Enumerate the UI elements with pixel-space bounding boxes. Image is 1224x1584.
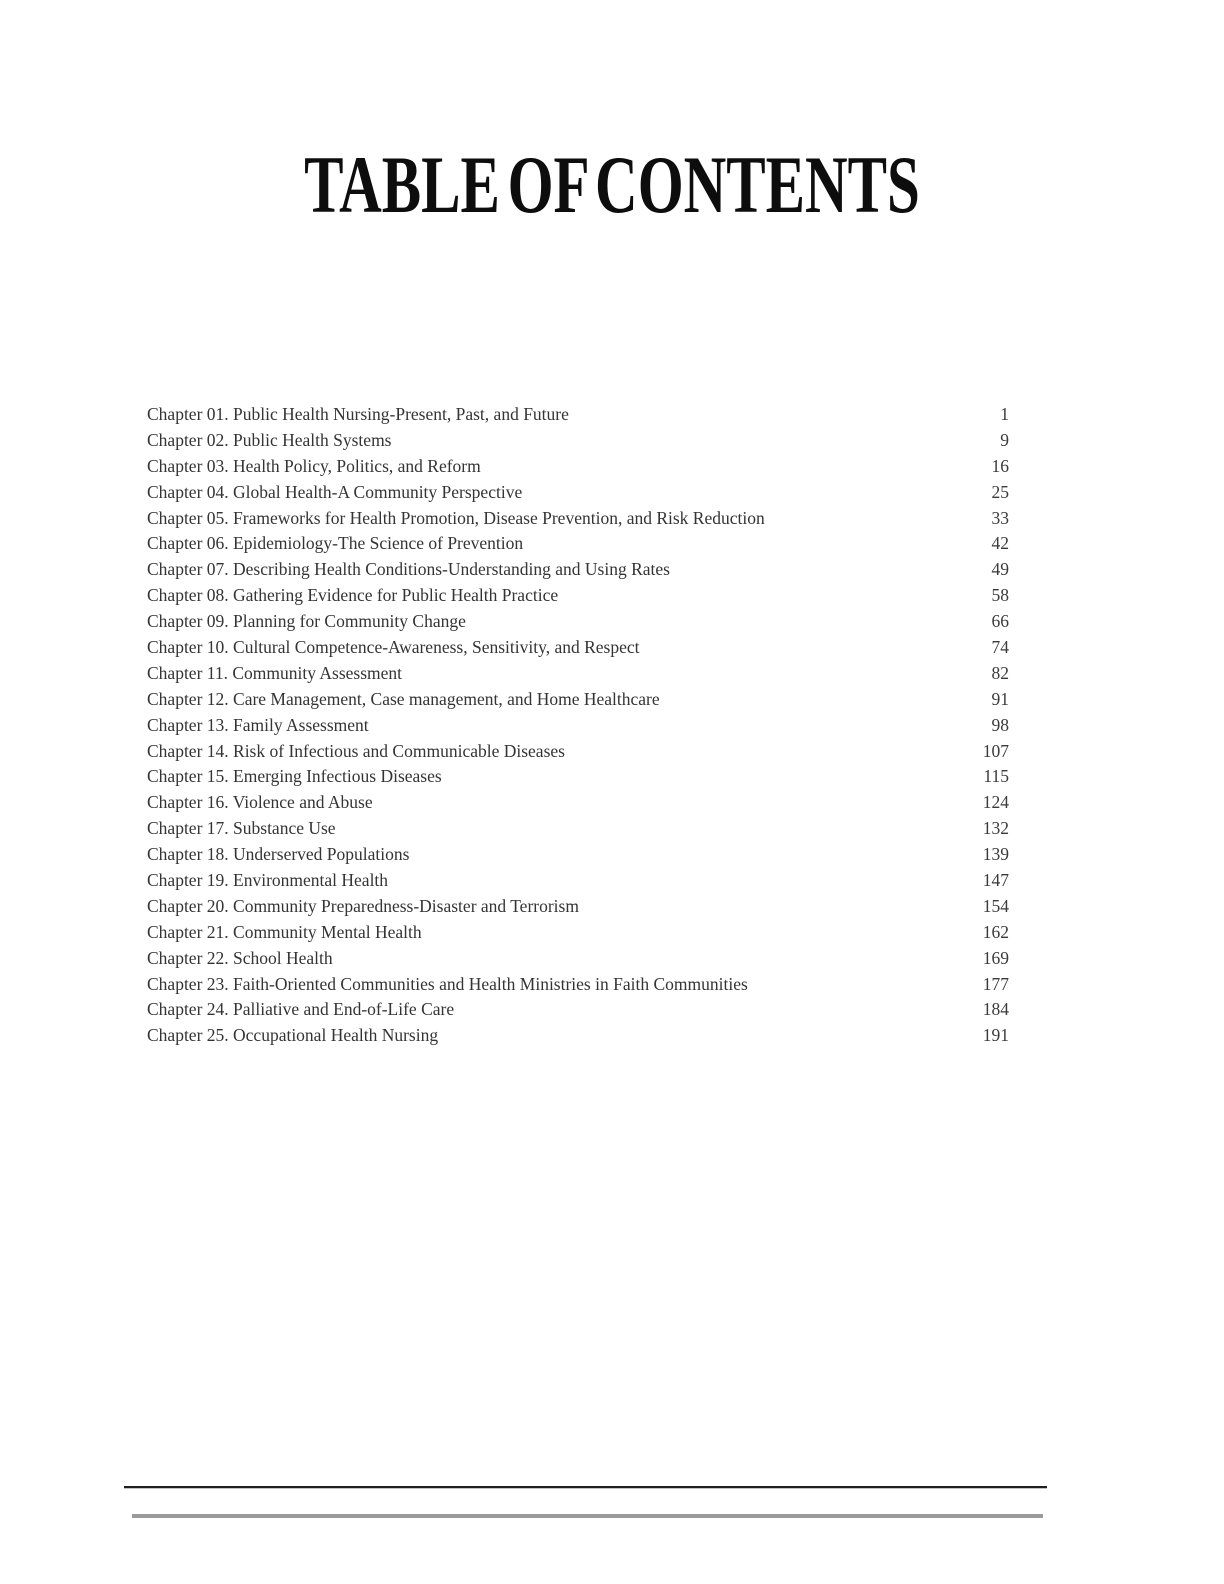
toc-entry [147,1023,1009,1049]
toc-entry-page: 1 [1000,404,1009,424]
toc-entry-label: Chapter 20. Community Preparedness-Disaster and Terrorism [147,895,579,916]
toc-entry-label: Chapter 24. Palliative and End-of-Life Care [147,999,455,1020]
toc-entry-label: Chapter 25. Occupational Health Nursing [147,1025,439,1046]
toc-entry [147,687,1009,713]
toc-entry-page: 124 [982,792,1009,813]
toc-entry [147,635,1009,661]
toc-entry-page: 58 [991,585,1009,606]
toc-entry-page: 115 [983,766,1009,787]
toc-entry-label: Chapter 02. Public Health Systems [147,429,392,450]
toc-entry-label: Chapter 12. Care Management, Case management, and Home Healthcare [147,688,660,709]
toc-entry-label: Chapter 08. Gathering Evidence for Public Health Practice [147,585,559,606]
toc-entry [147,583,1009,609]
toc-entry-page: 154 [982,895,1009,916]
toc-entry-label: Chapter 21. Community Mental Health [147,921,422,942]
toc-entry-label: Chapter 11. Community Assessment [147,662,403,683]
toc-entry-label: Chapter 17. Substance Use [147,818,336,839]
footer-rule-dark [124,1486,1047,1489]
toc-entry [147,894,1009,920]
toc-list [147,402,1009,1049]
toc-entry-page: 147 [982,870,1009,891]
toc-entry-page: 91 [991,688,1009,709]
toc-entry [147,764,1009,790]
toc-entry-page: 33 [991,507,1009,528]
toc-entry-page: 184 [982,999,1009,1020]
toc-entry [147,713,1009,739]
toc-entry [147,454,1009,480]
toc-entry-label: Chapter 19. Environmental Health [147,870,389,891]
toc-entry-label: Chapter 05. Frameworks for Health Promotion, Disease Prevention, and Risk Reduction [147,507,765,528]
toc-entry-label: Chapter 22. School Health [147,947,333,968]
page-title: TABLE OF CONTENTS [304,139,920,230]
toc-entry-label: Chapter 10. Cultural Competence-Awareness, Sensitivity, and Respect [147,637,640,658]
toc-entry-page: 74 [991,637,1009,658]
toc-entry [147,609,1009,635]
toc-entry-label: Chapter 09. Planning for Community Change [147,611,466,632]
toc-entry-page: 98 [991,714,1009,735]
toc-entry-page: 82 [991,662,1009,683]
toc-entry [147,920,1009,946]
toc-entry-label: Chapter 16. Violence and Abuse [147,792,373,813]
toc-entry-page: 42 [991,533,1009,554]
toc-entry-page: 191 [982,1025,1009,1046]
toc-entry-page: 49 [991,559,1009,580]
toc-entry [147,997,1009,1023]
toc-entry-page: 66 [991,611,1009,632]
toc-entry-label: Chapter 07. Describing Health Conditions-Understanding and Using Rates [147,559,670,580]
toc-entry-page: 25 [991,481,1009,502]
toc-entry-label: Chapter 23. Faith-Oriented Communities and Health Ministries in Faith Communities [147,973,748,994]
toc-entry [147,842,1009,868]
toc-entry [147,531,1009,557]
toc-entry [147,790,1009,816]
toc-entry-page: 162 [982,921,1009,942]
toc-entry-label: Chapter 15. Emerging Infectious Diseases [147,766,442,787]
toc-entry-label: Chapter 06. Epidemiology-The Science of Prevention [147,533,524,554]
toc-entry-page: 139 [982,844,1009,865]
toc-entry [147,868,1009,894]
toc-entry [147,480,1009,506]
toc-entry-page: 169 [982,947,1009,968]
toc-entry-page: 177 [982,973,1009,994]
toc-entry [147,402,1009,428]
toc-entry-label: Chapter 18. Underserved Populations [147,844,410,865]
toc-entry-page: 132 [982,818,1009,839]
toc-entry [147,739,1009,765]
toc-entry [147,661,1009,687]
toc-entry [147,428,1009,454]
toc-entry-page: 107 [982,740,1009,761]
footer-rule-gray [132,1514,1043,1518]
toc-entry [147,972,1009,998]
toc-entry [147,506,1009,532]
toc-entry-label: Chapter 14. Risk of Infectious and Communicable Diseases [147,740,565,761]
toc-entry [147,557,1009,583]
toc-entry-label: Chapter 04. Global Health-A Community Perspective [147,481,523,502]
toc-entry [147,816,1009,842]
toc-entry-label: Chapter 03. Health Policy, Politics, and Reform [147,455,481,476]
toc-entry-label: Chapter 01. Public Health Nursing-Present, Past, and Future [147,404,569,424]
toc-entry-label: Chapter 13. Family Assessment [147,714,369,735]
toc-entry-page: 16 [991,455,1009,476]
toc-entry-page: 9 [1000,429,1009,450]
toc-entry [147,946,1009,972]
